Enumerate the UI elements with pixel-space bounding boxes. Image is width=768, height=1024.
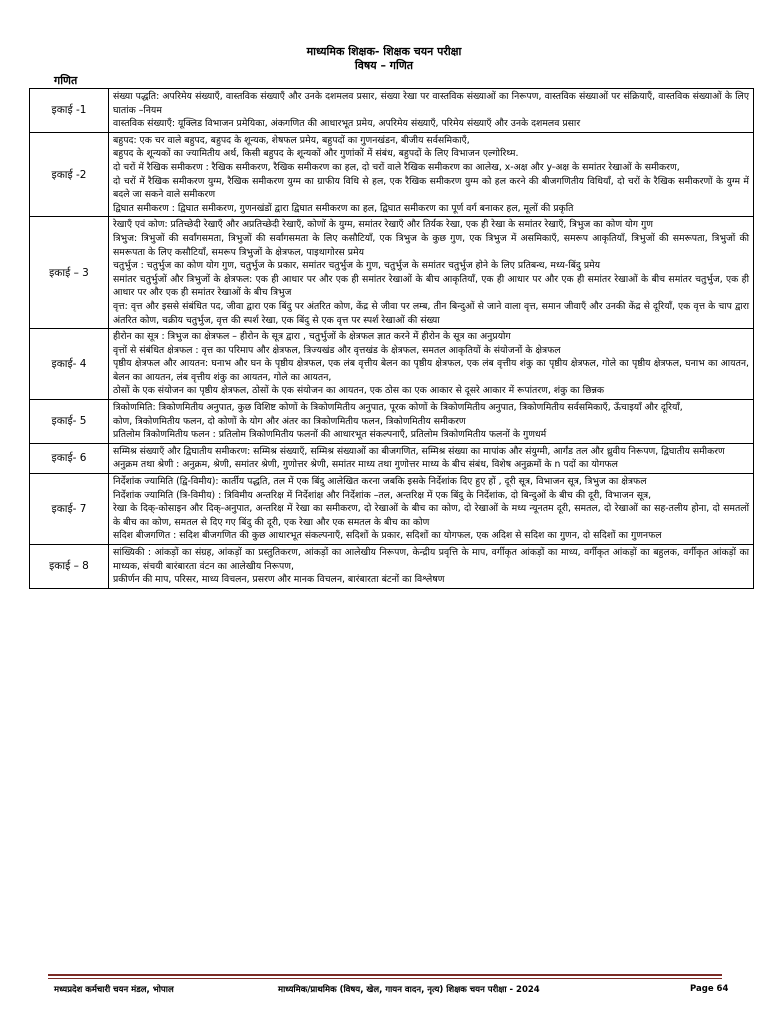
subject-label: गणित: [54, 74, 78, 87]
topic-line: दो चरों में रैखिक समीकरण : रैखिक समीकरण, रैखिक समीकरण का हल, दो चरों वाले रैखिक समीकरण का आलेख, x-अक्ष और y-अक्ष के समांतर रेखाओं के समीकरण,: [113, 161, 680, 173]
page-number: Page 64: [690, 984, 729, 994]
unit-content: [109, 132, 754, 217]
syllabus-table-body: [30, 89, 754, 589]
topic-line: वृत्त: वृत्त और इससे संबंधित पद, जीवा द्वारा एक बिंदु पर अंतरित कोण, केंद्र से जीवा पर लम्ब, तीन बिन्दुओं से जाने वाला वृत्त, समान जीवाएँ और उनकी केंद्र से दूरियाँ, एक वृत्त के चाप द्वारा अंतरित कोण, चक्रीय चतुर्भुज, वृत्त की स्पर्श रेखा, एक बिंदु से एक वृत्त पर स्पर्श रेखाओं की संख्या: [113, 300, 749, 326]
topic-line: वृत्तों से संबंधित क्षेत्रफल : वृत्त का परिमाप और क्षेत्रफल, त्रिज्यखंड और वृत्तखंड के क्षेत्रफल, समतल आकृतियों के संयोजनों के क्षेत्रफल: [113, 344, 561, 356]
topic-line: निर्देशांक ज्यामिति (द्वि-विमीय): कार्तीय पद्धति, तल में एक बिंदु आलेखित करना जबकि इसके निर्देशांक दिए हुए हों , दूरी सूत्र, विभाजन सूत्र, त्रिभुज का क्षेत्रफल: [113, 476, 647, 488]
unit-content: [109, 400, 754, 444]
topic-line: निर्देशांक ज्यामिति (त्रि-विमीय) : त्रिविमीय अन्तरिक्ष में निर्देशांक्ष और निर्देशांक –तल, अन्तरिक्ष में एक बिंदु के निर्देशांक, दो बिन्दुओं के बीच की दूरी, विभाजन सूत्र,: [113, 489, 652, 501]
table-row: [30, 329, 754, 400]
table-row: [30, 89, 754, 133]
topic-line: त्रिभुज: त्रिभुजों की सर्वांगसमता, त्रिभुजों की सर्वांगसमता के लिए कसौटियाँ, एक त्रिभुज के कुछ गुण, एक त्रिभुज में असमिकाएँ, समरूप आकृतियाँ, त्रिभुजों की समरूपता, त्रिभुजों की समरूपता के लिए कसौटियाँ, समरूप त्रिभुजों के क्षेत्रफल, पाइथागोरस प्रमेय: [113, 232, 749, 258]
topic-line: द्विघात समीकरण : द्विघात समीकरण, गुणनखंडों द्वारा द्विघात समीकरण का हल, द्विघात समीकरण का पूर्ण वर्ग बनाकर हल, मूलों की प्रकृति: [113, 202, 574, 214]
table-row: [30, 400, 754, 444]
topic-line: संख्या पद्धति: अपरिमेय संख्याएँ, वास्तविक संख्याएँ और उनके दशमलव प्रसार, संख्या रेखा पर वास्तविक संख्याओं का निरूपण, वास्तविक संख्याओं पर संक्रियाएँ, वास्तविक संख्याओं के लिए घातांक –नियम: [113, 91, 749, 116]
topic-line: सदिश बीजगणित : सदिश बीजगणित की कुछ आधारभूत संकल्पनाएँ, सदिशों के प्रकार, सदिशों का योगफल, एक अदिश से सदिश का गुणन, दो सदिशों का गुणनफल: [113, 530, 662, 542]
footer-exam-title: माध्यमिक/प्राथमिक (विषय, खेल, गायन वादन, नृत्य) शिक्षक चयन परीक्षा - 2024: [278, 985, 540, 995]
unit-label: इकाई- 5: [30, 400, 109, 444]
unit-label: इकाई – 8: [30, 545, 109, 589]
topic-line: बहुपद के शून्यकों का ज्यामितीय अर्थ, किसी बहुपद के शून्यकों और गुणांकों में संबंध, बहुपदों के लिए विभाजन एल्गोरिथ्म.: [113, 148, 519, 160]
unit-label: इकाई -2: [30, 132, 109, 217]
table-row: [30, 474, 754, 545]
table-row: [30, 545, 754, 589]
footer-organization: मध्यप्रदेश कर्मचारी चयन मंडल, भोपाल: [54, 985, 174, 995]
unit-label: इकाई – 3: [30, 217, 109, 329]
topic-line: सम्मिश्र संख्याएँ और द्विघातीय समीकरण: सम्मिश्र संख्याएँ, सम्मिश्र संख्याओं का बीजगणित, सम्मिश्र संख्या का मापांक और संयुग्मी, आर्गंड तल और ध्रुवीय निरूपण, द्विघातीय समीकरण: [113, 445, 725, 457]
topic-line: वास्तविक संख्याएँ: यूक्लिड विभाजन प्रमेयिका, अंकगणित की आधारभूत प्रमेय, अपरिमेय संख्याएँ, परिमेय संख्याएँ और उनके दशमलव प्रसार: [113, 118, 581, 130]
syllabus-table: [29, 88, 754, 589]
topic-line: रेखाएँ एवं कोण: प्रतिच्छेदी रेखाएँ और अप्रतिच्छेदी रेखाएँ, कोणों के युग्म, समांतर रेखाएँ और तिर्यक रेखा, एक ही रेखा के समांतर रेखाएँ, त्रिभुज का कोण योग गुण: [113, 219, 653, 231]
table-row: [30, 443, 754, 473]
topic-line: दो चरों में रैखिक समीकरण युग्म, रैखिक समीकरण युग्म का ग्राफीय विधि से हल, एक रैखिक समीकरण युग्म को हल करने की बीजगणितीय विधियाँ, दो चरों के रैखिक समीकरणों के युग्म में बदले जा सकने वाले समीकरण: [113, 175, 749, 201]
topic-line: चतुर्भुज : चतुर्भुज का कोण योग गुण, चतुर्भुज के प्रकार, समांतर चतुर्भुज के गुण, चतुर्भुज के समांतर चतुर्भुज होने के लिए प्रतिबन्ध, मध्य-बिंदु प्रमेय: [113, 260, 601, 272]
footer-rule: [48, 974, 722, 976]
unit-label: इकाई- 7: [30, 474, 109, 545]
subject-heading: विषय – गणित: [354, 59, 414, 72]
unit-content: [109, 443, 754, 473]
topic-line: रेखा के दिक्-कोसाइन और दिक्-अनुपात, अन्तरिक्ष में रेखा का समीकरण, दो रेखाओं के बीच का कोण, दो रेखाओं के मध्य न्यूनतम दूरी, समतल, दो रेखाओं का सह-तलीय होना, दो समतलों के बीच का कोण, समतल से दिए गए बिंदु की दूरी, एक रेखा और एक समतल के बीच का कोण: [113, 503, 749, 528]
unit-label: इकाई- 6: [30, 443, 109, 473]
topic-line: हीरोन का सूत्र : त्रिभुज का क्षेत्रफल – हीरोन के सूत्र द्वारा , चतुर्भुजों के क्षेत्रफल ज्ञात करने में हीरोन के सूत्र का अनुप्रयोग: [113, 331, 511, 343]
unit-content: [109, 329, 754, 400]
unit-label: इकाई -1: [30, 89, 109, 133]
topic-line: पृष्ठीय क्षेत्रफल और आयतन: घनाभ और घन के पृष्ठीय क्षेत्रफल, एक लंब वृत्तीय बेलन का पृष्ठीय क्षेत्रफल, एक लंब वृत्तीय शंकु का पृष्ठीय क्षेत्रफल, गोले का पृष्ठीय क्षेत्रफल, घनाभ का आयतन, बेलन का आयतन, लंब वृत्तीय शंकु का आयतन, गोले का आयतन,: [113, 358, 749, 383]
topic-line: ठोसों के एक संयोजन का पृष्ठीय क्षेत्रफल, ठोसों के एक संयोजन का आयतन, एक ठोस का एक आकार से दूसरे आकार में रूपांतरण, शंकु का छिन्नक: [113, 385, 605, 397]
unit-content: [109, 217, 754, 329]
topic-line: प्रकीर्णन की माप, परिसर, माध्य विचलन, प्रसरण और मानक विचलन, बारंबारता बंटनों का विश्लेषण: [113, 574, 445, 586]
topic-line: प्रतिलोम त्रिकोणमितीय फलन : प्रतिलोम त्रिकोणमितीय फलनों की आधारभूत संकल्पनाएँ, प्रतिलोम त्रिकोणमितीय फलनों के गुणधर्म: [113, 429, 547, 441]
unit-content: [109, 89, 754, 133]
topic-line: अनुक्रम तथा श्रेणी : अनुक्रम, श्रेणी, समांतर श्रेणी, गुणोत्तर श्रेणी, समांतर माध्य तथा गुणोत्तर माध्य के बीच संबंध, विशेष अनुक्रमों के n पदों का योगफल: [113, 459, 618, 471]
topic-line: सांख्यिकी : आंकड़ों का संग्रह, आंकड़ों का प्रस्तुतिकरण, आंकड़ों का आलेखीय निरूपण, केन्द्रीय प्रवृत्ति के माप, वर्गीकृत आंकड़ों का माध्य, वर्गीकृत आंकड़ों का बहुलक, वर्गीकृत आंकड़ों का माध्यक, संचयी बारंबारता वंटन का आलेखीय निरूपण,: [113, 547, 749, 572]
topic-line: कोण, त्रिकोणमितीय फलन, दो कोणों के योग और अंतर का त्रिकोणमितीय फलन, त्रिकोणमितीय समीकरण: [113, 415, 466, 427]
table-row: [30, 132, 754, 217]
topic-line: त्रिकोणमिति: त्रिकोणमितीय अनुपात, कुछ विशिष्ट कोणों के त्रिकोणमितीय अनुपात, पूरक कोणों के त्रिकोणमितीय अनुपात, त्रिकोणमितीय सर्वसमिकाएँ, ऊँचाइयाँ और दूरियाँ,: [113, 402, 683, 414]
unit-content: [109, 474, 754, 545]
unit-label: इकाई- 4: [30, 329, 109, 400]
page-title: माध्यमिक शिक्षक- शिक्षक चयन परीक्षा: [306, 45, 462, 58]
unit-content: [109, 545, 754, 589]
topic-line: बहुपद: एक चर वाले बहुपद, बहुपद के शून्यक, शेषफल प्रमेय, बहुपदों का गुणनखंडन, बीजीय सर्वसमिकाएँ,: [113, 134, 470, 146]
topic-line: समांतर चतुर्भुजों और त्रिभुजों के क्षेत्रफल: एक ही आधार पर और एक ही समांतर रेखाओं के बीच आकृतियाँ, एक ही आधार पर और एक ही समांतर रेखाओं के बीच समांतर चतुर्भुज, एक ही आधार पर और एक ही समांतर रेखाओं के बीच त्रिभुज: [113, 273, 749, 299]
footer-rule-thin: [48, 978, 722, 979]
table-row: [30, 217, 754, 329]
